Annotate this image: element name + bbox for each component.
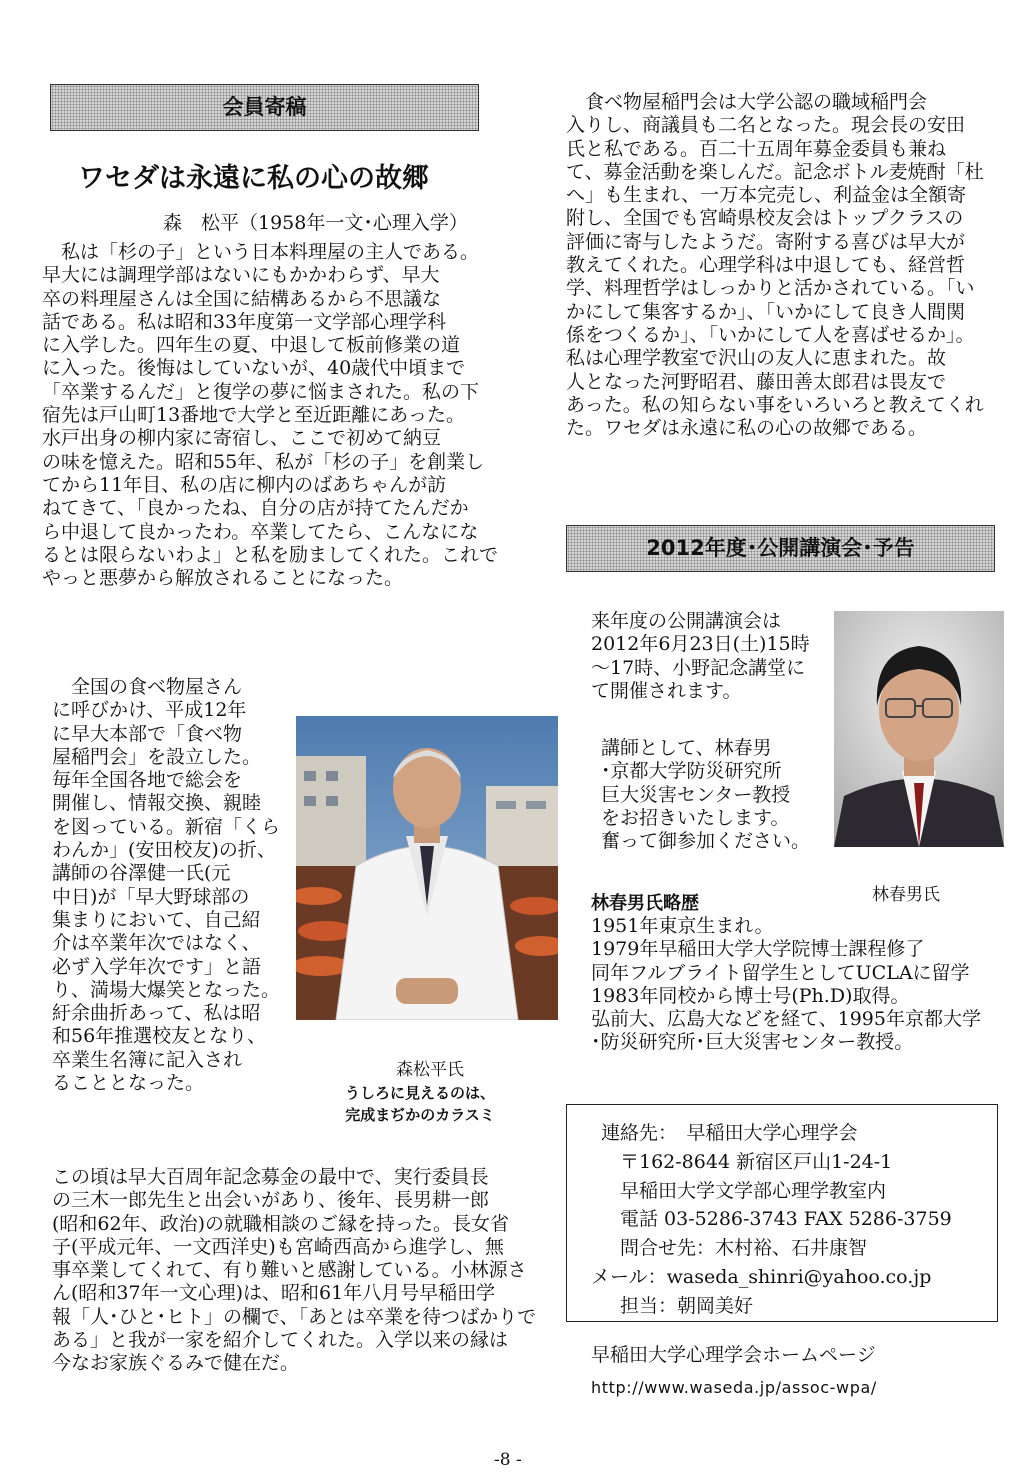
contact-line: 問合せ先：木村裕、石井康智 bbox=[601, 1237, 868, 1260]
text-line: 今なお家族ぐるみで健在だ。 bbox=[52, 1352, 300, 1375]
text-line: やっと悪夢から解放されることになった。 bbox=[42, 567, 404, 590]
contact-line: 早稲田大学文学部心理学教室内 bbox=[601, 1179, 887, 1202]
text-line: ～17時、小野記念講堂に bbox=[591, 656, 806, 679]
text-line: 紆余曲折あって、私は昭 bbox=[52, 1002, 261, 1025]
bio-line: 同年フルブライト留学生としてUCLAに留学 bbox=[591, 961, 970, 984]
text-line: ん(昭和37年一文心理)は、昭和61年八月号早稲田学 bbox=[52, 1282, 496, 1305]
bio-line: 1951年東京生まれ。 bbox=[591, 915, 774, 937]
section-header-member-contribution bbox=[50, 84, 479, 131]
text-line: 巨大災害センター教授 bbox=[601, 783, 791, 806]
section-header-lecture bbox=[566, 525, 995, 572]
text-line: 宿先は戸山町13番地で大学と至近距離にあった。 bbox=[42, 404, 465, 427]
text-line: ねてきて、「良かったね、自分の店が持てたんだか bbox=[42, 497, 469, 520]
article-title: ワセダは永遠に私の心の故郷 bbox=[78, 163, 429, 194]
text-line: ることとなった。 bbox=[52, 1072, 205, 1095]
photo1-caption-line1: うしろに見えるのは、 bbox=[344, 1084, 495, 1102]
text-line: 「卒業するんだ」と復学の夢に悩まされた。私の下 bbox=[42, 380, 480, 403]
text-line: 子(平成元年、一文西洋史)も宮崎西高から進学し、無 bbox=[52, 1235, 504, 1258]
section-header-label: 2012年度･公開講演会･予告 bbox=[646, 536, 915, 560]
text-line: に入った。後悔はしていないが、40歳代中頃まで bbox=[42, 357, 466, 380]
text-line: の三木一郎先生と出会いがあり、後年、長男耕一郎 bbox=[52, 1189, 490, 1212]
text-line: へ」も生まれ、一万本完売し、利益金は全額寄 bbox=[566, 184, 967, 207]
left-paragraph-2 bbox=[52, 676, 292, 1095]
page-number: -8 - bbox=[494, 1450, 522, 1470]
text-line: 2012年6月23日(土)15時 bbox=[591, 633, 810, 656]
photo1-caption-line2: 完成まぢかのカラスミ bbox=[345, 1106, 495, 1124]
text-line: 教えてくれた。心理学科は中退しても、経営哲 bbox=[566, 254, 966, 277]
contact-email[interactable]: メール：waseda_shinri@yahoo.co.jp bbox=[591, 1265, 932, 1288]
left-paragraph-3 bbox=[52, 1166, 564, 1376]
text-line: 奮って御参加ください。 bbox=[601, 830, 811, 853]
text-line: 人となった河野昭君、藤田善太郎君は畏友で bbox=[566, 370, 947, 393]
bio-list bbox=[591, 915, 1016, 1055]
contact-line: 〒162-8644 新宿区戸山1-24-1 bbox=[601, 1150, 893, 1173]
bio-line: 弘前大、広島大などを経て、1995年京都大学 bbox=[591, 1008, 981, 1031]
portrait-illustration bbox=[296, 716, 558, 1020]
text-line: 入りし、商議員も二名となった。現会長の安田 bbox=[566, 114, 966, 137]
portrait-illustration bbox=[834, 611, 1004, 847]
text-line: ある」と我が一家を紹介してくれた。入学以来の縁は bbox=[52, 1329, 509, 1352]
text-line: 開催し、情報交換、親睦 bbox=[52, 792, 262, 815]
text-line: この頃は早大百周年記念募金の最中で、実行委員長 bbox=[52, 1166, 489, 1188]
text-line: てから11年目、私の店に柳内のばあちゃんが訪 bbox=[42, 473, 447, 496]
text-line: 来年度の公開講演会は bbox=[591, 610, 782, 632]
photo2-caption: 林春男氏 bbox=[872, 885, 940, 905]
text-line: 講師の谷澤健一氏(元 bbox=[52, 862, 231, 885]
text-line: (昭和62年、政治)の就職相談のご縁を持った。長女省 bbox=[52, 1212, 510, 1235]
text-line: 事卒業してくれて、有り難いと感謝している。小林源さ bbox=[52, 1259, 527, 1282]
contact-box bbox=[566, 1104, 998, 1322]
text-line: わんか」(安田校友)の折、 bbox=[52, 839, 276, 862]
text-line: 水戸出身の柳内家に寄宿し、ここで初めて納豆 bbox=[42, 427, 442, 450]
text-line: あった。私の知らない事をいろいろと教えてくれ bbox=[566, 393, 984, 416]
text-line: て、募金活動を楽しんだ。記念ボトル麦焼酎「杜 bbox=[566, 160, 984, 183]
text-line: 毎年全国各地で総会を bbox=[52, 769, 243, 792]
text-line: の味を憶えた。昭和55年、私が「杉の子」を創業し bbox=[42, 450, 485, 473]
text-line: ･京都大学防災研究所 bbox=[601, 760, 782, 783]
text-line: て開催されます。 bbox=[591, 679, 742, 702]
text-line: 私は心理学教室で沢山の友人に恵まれた。故 bbox=[566, 347, 947, 370]
text-line: 講師として、林春男 bbox=[601, 737, 772, 759]
bio-title: 林春男氏略歴 bbox=[591, 893, 699, 914]
text-line: 係をつくるか」、「いかにして人を喜ばせるか」。 bbox=[566, 323, 975, 346]
contact-line: 担当：朝岡美好 bbox=[601, 1294, 754, 1317]
text-line: ら中退して良かったわ。卒業してたら、こんなにな bbox=[42, 520, 479, 543]
homepage-label: 早稲田大学心理学会ホームページ bbox=[591, 1344, 876, 1366]
photo-mori-shohei bbox=[296, 716, 558, 1020]
text-line: を図っている。新宿「くら bbox=[52, 815, 281, 838]
text-line: 話である。私は昭和33年度第一文学部心理学科 bbox=[42, 310, 447, 333]
section-header-label: 会員寄稿 bbox=[222, 95, 307, 119]
author-line: 森 松平（1958年一文･心理入学） bbox=[163, 212, 468, 234]
text-line: かにして集客するか」、「いかにして良き人間関 bbox=[566, 300, 966, 323]
text-line: 屋稲門会」を設立した。 bbox=[52, 745, 262, 768]
text-line: 食べ物屋稲門会は大学公認の職域稲門会 bbox=[566, 91, 928, 113]
text-line: に呼びかけ、平成12年 bbox=[52, 699, 247, 722]
text-line: 全国の食べ物屋さん bbox=[52, 676, 243, 698]
photo-hayashi-haruo bbox=[834, 611, 1004, 847]
text-line: 早大には調理学部はないにもかかわらず、早大 bbox=[42, 264, 440, 287]
text-line: 氏と私である。百二十五周年募金委員も兼ね bbox=[566, 137, 947, 160]
bio-line: 1979年早稲田大学大学院博士課程修了 bbox=[591, 938, 925, 961]
text-line: 必ず入学年次です」と語 bbox=[52, 955, 262, 978]
text-line: 卒業生名簿に記入され bbox=[52, 1048, 243, 1071]
text-line: 報「人･ひと･ヒト」の欄で、「あとは卒業を待つばかりで bbox=[52, 1305, 537, 1328]
contact-line: 電話 03-5286-3743 FAX 5286-3759 bbox=[601, 1208, 952, 1231]
lecture-paragraph-1 bbox=[591, 610, 831, 703]
text-line: 卒の料理屋さんは全国に結構あるから不思議な bbox=[42, 287, 442, 310]
bio-line: 1983年同校から博士号(Ph.D)取得。 bbox=[591, 984, 910, 1007]
text-line: に入学した。四年生の夏、中退して板前修業の道 bbox=[42, 334, 461, 357]
left-paragraph-1 bbox=[42, 241, 512, 590]
photo1-caption-name: 森松平氏 bbox=[396, 1060, 464, 1080]
text-line: 学、料理哲学はしっかりと活かされている。「い bbox=[566, 277, 975, 300]
text-line: 評価に寄与したようだ。寄附する喜びは早大が bbox=[566, 230, 966, 253]
text-line: 介は卒業年次ではなく、 bbox=[52, 932, 261, 955]
text-line: た。ワセダは永遠に私の心の故郷である。 bbox=[566, 417, 928, 440]
text-line: り、満場大爆笑となった。 bbox=[52, 978, 281, 1001]
text-line: をお招きいたします。 bbox=[601, 806, 790, 829]
text-line: 和56年推選校友となり、 bbox=[52, 1025, 267, 1048]
right-paragraph-1 bbox=[566, 91, 1011, 440]
lecture-paragraph-2 bbox=[601, 737, 831, 853]
text-line: るとは限らないわよ」と私を励ましてくれた。これで bbox=[42, 543, 499, 566]
text-line: 集まりにおいて、自己紹 bbox=[52, 908, 261, 931]
contact-line: 連絡先： 早稲田大学心理学会 bbox=[601, 1122, 858, 1144]
text-line: 附し、全国でも宮崎県校友会はトップクラスの bbox=[566, 207, 964, 230]
text-line: に早大本部で「食べ物 bbox=[52, 722, 243, 745]
text-line: 私は「杉の子」という日本料理屋の主人である。 bbox=[42, 241, 480, 263]
homepage-link[interactable]: http://www.waseda.jp/assoc-wpa/ bbox=[591, 1378, 877, 1397]
bio-line: ･防災研究所･巨大災害センター教授。 bbox=[591, 1031, 914, 1054]
text-line: 中日)が「早大野球部の bbox=[52, 885, 250, 908]
